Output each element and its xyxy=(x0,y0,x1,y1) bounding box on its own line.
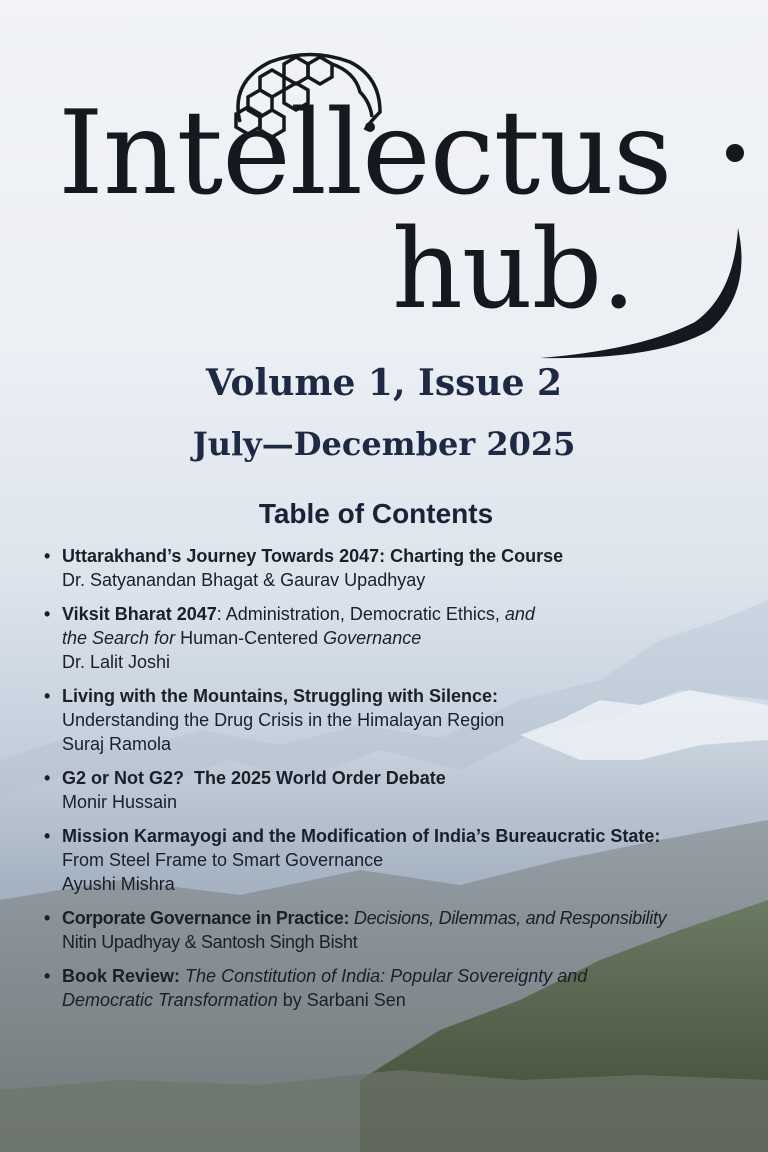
toc-entry xyxy=(44,766,760,814)
article-subtitle-italic: the Search for xyxy=(62,628,181,648)
book-title-cont: Democratic Transformation xyxy=(62,990,278,1010)
article-author: Sarbani Sen xyxy=(306,990,406,1010)
article-title-italic: and xyxy=(504,604,535,624)
bullet-icon: • xyxy=(44,908,51,928)
bullet-icon: • xyxy=(44,686,51,706)
toc-entry xyxy=(44,906,760,954)
article-title: Corporate Governance in Practice xyxy=(62,908,344,928)
article-author: Suraj Ramola xyxy=(62,734,172,754)
article-author: Monir Hussain xyxy=(62,792,178,812)
bullet-icon: • xyxy=(44,604,51,624)
toc-entry xyxy=(44,544,760,592)
article-author: Dr. Satyanandan Bhagat & Gaurav Upadhyay xyxy=(62,570,426,590)
article-subtitle-italic: Decisions, Dilemmas, and Responsibility xyxy=(353,908,667,928)
article-author: Nitin Upadhyay & Santosh Singh Bisht xyxy=(62,932,358,952)
article-title: Mission Karmayogi and the Modification of India’s Bureaucratic State: xyxy=(62,826,661,846)
article-author: Dr. Lalit Joshi xyxy=(62,652,171,672)
article-subtitle: Understanding the Drug Crisis in the Himalayan Region xyxy=(62,710,505,730)
article-subtitle-italic-end: Governance xyxy=(318,628,422,648)
toc-heading: Table of Contents xyxy=(258,498,494,529)
title-dot-ornament xyxy=(726,144,744,162)
article-title-colon: : xyxy=(343,908,354,928)
article-title: G2 or Not G2? The 2025 World Order Debate xyxy=(62,768,446,788)
article-subtitle: From Steel Frame to Smart Governance xyxy=(62,850,384,870)
bullet-icon: • xyxy=(44,768,51,788)
date-range: July—December 2025 xyxy=(192,425,576,463)
bullet-icon: • xyxy=(44,546,51,566)
toc-entry xyxy=(44,684,760,756)
bullet-icon: • xyxy=(44,826,51,846)
toc-entry xyxy=(44,964,760,1012)
book-title: The Constitution of India: Popular Sovereignty and xyxy=(185,966,588,986)
article-title: Uttarakhand’s Journey Towards 2047: Charting the Course xyxy=(62,546,564,566)
book-review-label: Book Review: xyxy=(62,966,181,986)
volume-issue: Volume 1, Issue 2 xyxy=(205,362,563,404)
toc-entry xyxy=(44,824,760,896)
journal-title-intellectus: Intellectus xyxy=(58,86,672,221)
article-author: Ayushi Mishra xyxy=(62,874,175,894)
by-label: by xyxy=(277,990,307,1010)
article-title-cont: : Administration, Democratic Ethics, xyxy=(216,604,505,624)
journal-title-hub: hub. xyxy=(392,205,636,333)
swoosh-ornament xyxy=(520,222,750,362)
bullet-icon: • xyxy=(44,966,51,986)
article-subtitle: Human-Centered xyxy=(180,628,319,648)
article-title: Living with the Mountains, Struggling with Silence: xyxy=(62,686,498,706)
table-of-contents xyxy=(44,544,760,1012)
article-title: Viksit Bharat 2047 xyxy=(62,604,217,624)
toc-entry xyxy=(44,602,760,674)
